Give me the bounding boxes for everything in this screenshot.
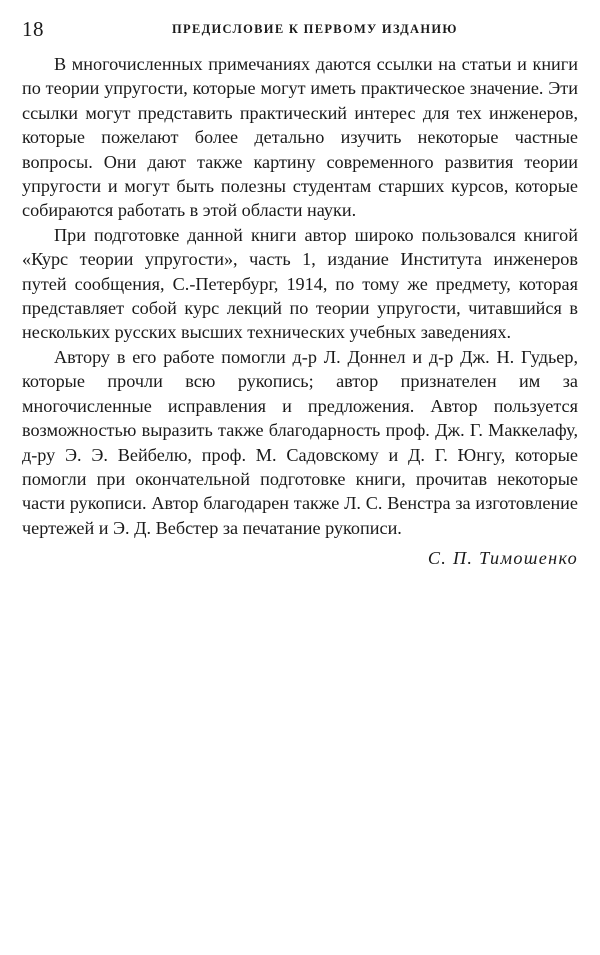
- paragraph-references: В многочисленных примечаниях даются ссылки на статьи и книги по теории упругости, которые могут иметь практическое значение. Эти ссылки могут представить практический интерес для тех инженеров, которые пожелают более детально изучить некоторые частные вопросы. Они дают также картину современного развития теории упругости и могут быть полезны студентам старших курсов, которые собираются работать в этой области науки.: [22, 54, 578, 221]
- paragraph-acknowledgements: Автору в его работе помогли д-р Л. Доннел и д-р Дж. Н. Гудьер, которые прочли всю рукопись; автор признателен им за многочисленные исправления и предложения. Автор пользуется возможностью выразить также благодарность проф. Дж. Г. Маккелафу, д-ру Э. Э. Вейбелю, проф. М. Садовскому и Д. Г. Юнгу, которые помогли при окончательной подготовке книги, прочитав некоторые части рукописи. Автор благодарен также Л. С. Венстра за изготовление чертежей и Э. Д. Вебстер за печатание рукописи.: [22, 346, 578, 538]
- author-signature: С. П. Тимошенко: [427, 548, 578, 569]
- running-title: ПРЕДИСЛОВИЕ К ПЕРВОМУ ИЗДАНИЮ: [172, 22, 458, 36]
- running-header: [22, 14, 578, 44]
- page-number: 18: [22, 17, 44, 41]
- body-text: [22, 52, 578, 571]
- paragraph-sources: При подготовке данной книги автор широко пользовался книгой «Курс теории упругости», часть 1, издание Института инженеров путей сообщения, С.-Петербург, 1914, по тому же предмету, которая представляет собой курс лекций по теории упругости, читавшийся в нескольких русских высших технических учебных заведениях.: [22, 224, 578, 343]
